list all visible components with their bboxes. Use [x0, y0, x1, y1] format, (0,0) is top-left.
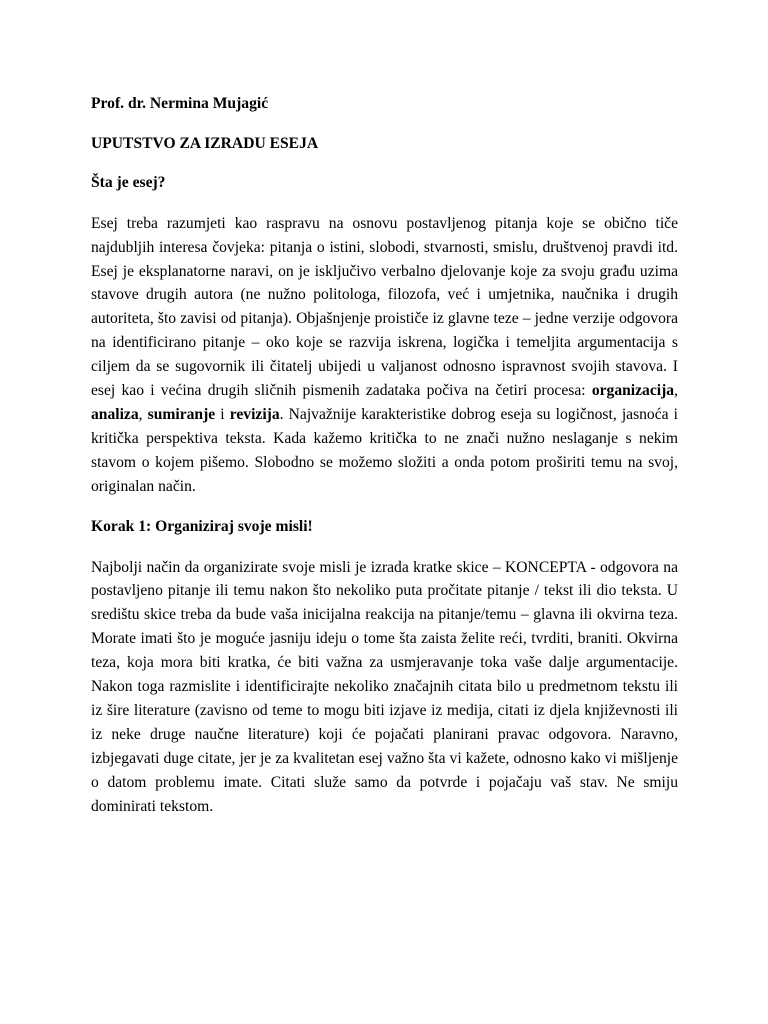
author-name: Prof. dr. Nermina Mujagić [91, 95, 269, 112]
section-heading-step-1: Korak 1: Organiziraj svoje misli! [91, 517, 313, 535]
bold-term-revizija: revizija [229, 405, 280, 423]
paragraph-text: . Najvažnije karakteristike dobrog eseja su logičnost, jasnoća i kritička perspektiva teksta. Kada kažemo kritička to ne znači nužno neslaganje s nekim stavom o kojem pišemo. Slobodno se možemo složiti a onda potom proširiti temu na svoj, originalan način. [91, 405, 678, 495]
separator: , [674, 382, 678, 400]
bold-term-analiza: analiza [91, 405, 139, 423]
section-paragraph-step-1: Najbolji način da organizirate svoje misli je izrada kratke skice – KONCEPTA - odgovora na postavljeno pitanje ili temu nakon što nekoliko puta pročitate pitanje / tekst ili dio teksta. U središtu skice treba da bude vaša inicijalna reakcija na pitanje/temu – glavna ili okvirna teza. Morate imati što je moguće jasniju ideju o tome šta zaista želite reći, tvrditi, braniti. Okvirna teza, koja mora biti kratka, će biti važna za usmjeravanje toka vaše dalje argumentacije. Nakon toga razmislite i identificirajte nekoliko značajnih citata bilo u predmetnom tekstu ili iz šire literature (zavisno od teme to mogu biti izjave iz medija, citati iz djela književnosti ili iz neke druge naučne literature) koji će pojačati planirani pravac odgovora. Naravno, izbjegavati duge citate, jer je za kvalitetan esej važno šta vi kažete, odnosno kako vi mišljenje o datom problemu imate. Citati služe samo da potvrde i pojačaju vaš stav. Ne smiju dominirati tekstom. [91, 558, 678, 815]
separator: i [215, 405, 230, 423]
bold-term-organizacija: organizacija [591, 382, 675, 400]
section-paragraph-what-is-essay [91, 212, 678, 499]
bold-term-sumiranje: sumiranje [147, 405, 216, 423]
separator: , [138, 405, 148, 423]
section-heading-what-is-essay: Šta je esej? [91, 173, 166, 191]
document-title: UPUTSTVO ZA IZRADU ESEJA [91, 134, 319, 152]
paragraph-text: Esej treba razumjeti kao raspravu na osnovu postavljenog pitanja koje se obično tiče najdubljih interesa čovjeka: pitanja o istini, slobodi, stvarnosti, smislu, društvenoj pravdi itd. Esej je eksplanatorne naravi, on je isključivo verbalno djelovanje koje za svoju građu uzima stavove drugih autora (ne nužno politologa, filozofa, već i umjetnika, naučnika i drugih autoriteta, što zavisi od pitanja). Objašnjenje proističe iz glavne teze – jedne verzije odgovora na identificirano pitanje – oko koje se razvija iskrena, logička i temeljita argumentacija s ciljem da se sugovornik ili čitatelj ubijedi u valjanost odnosno ispravnost svojih stavova. I esej kao i većina drugih sličnih pismenih zadataka počiva na četiri procesa: [91, 214, 678, 400]
document-page [91, 92, 678, 818]
